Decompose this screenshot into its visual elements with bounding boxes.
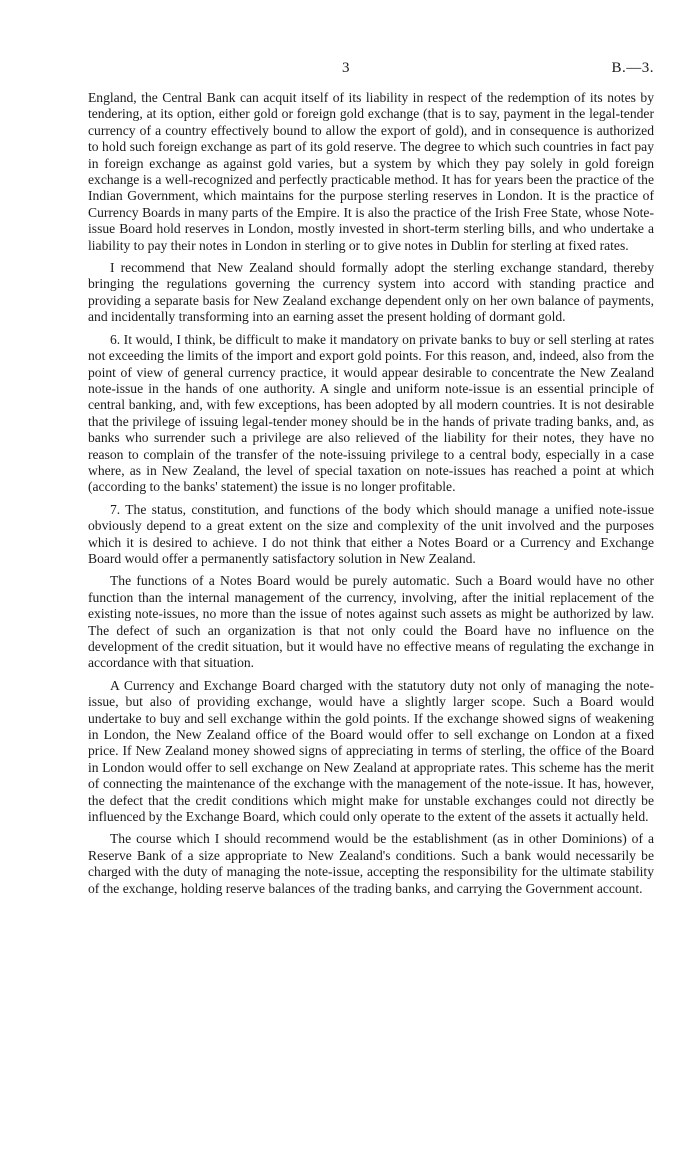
paragraph-notes-board: The functions of a Notes Board would be purely automatic. Such a Board would have no other function than the internal management of the currency, involving, after the initial replacement of the existing note-issues, no more than the issue of notes against such assets as might be authorized by law. The defect of such an organization is that not only could the Board have no influence on the development of the credit situation, but it would have no effective means of regulating the exchange in accordance with that situation.	[88, 573, 654, 671]
paragraph-reserve-bank-recommendation: The course which I should recommend would be the establishment (as in other Dominions) of a Reserve Bank of a size appropriate to New Zealand's conditions. Such a bank would necessarily be charged with the duty of managing the note-issue, accepting the responsibility for the ultimate stability of the exchange, holding reserve balances of the trading banks, and carrying the Government account.	[88, 831, 654, 896]
paragraph-currency-exchange-board: A Currency and Exchange Board charged with the statutory duty not only of managing the note-issue, but also of providing exchange, would have a slightly larger scope. Such a Board would undertake to buy and sell exchange within the gold points. If the exchange showed signs of weakening in London, the New Zealand office of the Board would offer to sell exchange on London at a fixed price. If New Zealand money showed signs of appreciating in terms of sterling, the office of the Board in London would offer to sell exchange on New Zealand at appropriate rates. This scheme has the merit of connecting the maintenance of the exchange with the management of the note-issue. It has, however, the defect that the credit conditions which might make for unstable exchanges could not directly be influenced by the Exchange Board, which could only operate to the extent of the assets it actually held.	[88, 677, 654, 825]
page-number: 3	[342, 60, 350, 76]
document-reference: B.—3.	[611, 60, 654, 76]
page-header	[0, 60, 700, 80]
document-body	[88, 90, 654, 903]
paragraph-continuation-england: England, the Central Bank can acquit itself of its liability in respect of the redemption of its notes by tendering, at its option, either gold or foreign gold exchange (that is to say, payment in the legal-tender currency of a country effectively bound to allow the export of gold), and in consequence is authorized to hold such foreign exchange as part of its gold reserve. The degree to which such countries in fact pay in foreign exchange as against gold varies, but a system by which they pay solely in gold foreign exchange is a well-recognized and perfectly practicable method. It has for years been the practice of the Indian Government, which maintains for the purpose sterling reserves in London. It is the practice of Currency Boards in many parts of the Empire. It is also the practice of the Irish Free State, whose Note-issue Board hold reserves in London, mostly invested in short-term sterling bills, and who undertake a liability to pay their notes in London in sterling or to give notes in Dublin for sterling at fixed rates.	[88, 90, 654, 253]
paragraph-recommendation-sterling-standard: I recommend that New Zealand should formally adopt the sterling exchange standard, thereby bringing the regulations governing the currency system into accord with standing practice and providing a separate basis for New Zealand exchange dependent only on her own balance of payments, and incidentally transforming into an earning asset the present holding of dormant gold.	[88, 260, 654, 325]
paragraph-7-status-constitution: 7. The status, constitution, and functions of the body which should manage a unified note-issue obviously depend to a great extent on the size and complexity of the unit involved and the purposes which it is desired to achieve. I do not think that either a Notes Board or a Currency and Exchange Board would offer a permanently satisfactory solution in New Zealand.	[88, 501, 654, 566]
paragraph-6-note-issue: 6. It would, I think, be difficult to make it mandatory on private banks to buy or sell sterling at rates not exceeding the limits of the import and export gold points. For this reason, and, indeed, also from the point of view of general currency practice, it would appear desirable to concentrate the New Zealand note-issue in the hands of one authority. A single and uniform note-issue is an essential principle of central banking, and, with few exceptions, has been adopted by all modern countries. It is not desirable that the privilege of issuing legal-tender money should be in the hands of private trading banks, and, as banks who surrender such a privilege are also relieved of the liability for their notes, they have no reason to complain of the transfer of the note-issuing privilege to a central body, especially in a case where, as in New Zealand, the level of special taxation on note-issues has reached a point at which (according to the banks' statement) the issue is no longer profitable.	[88, 331, 654, 495]
